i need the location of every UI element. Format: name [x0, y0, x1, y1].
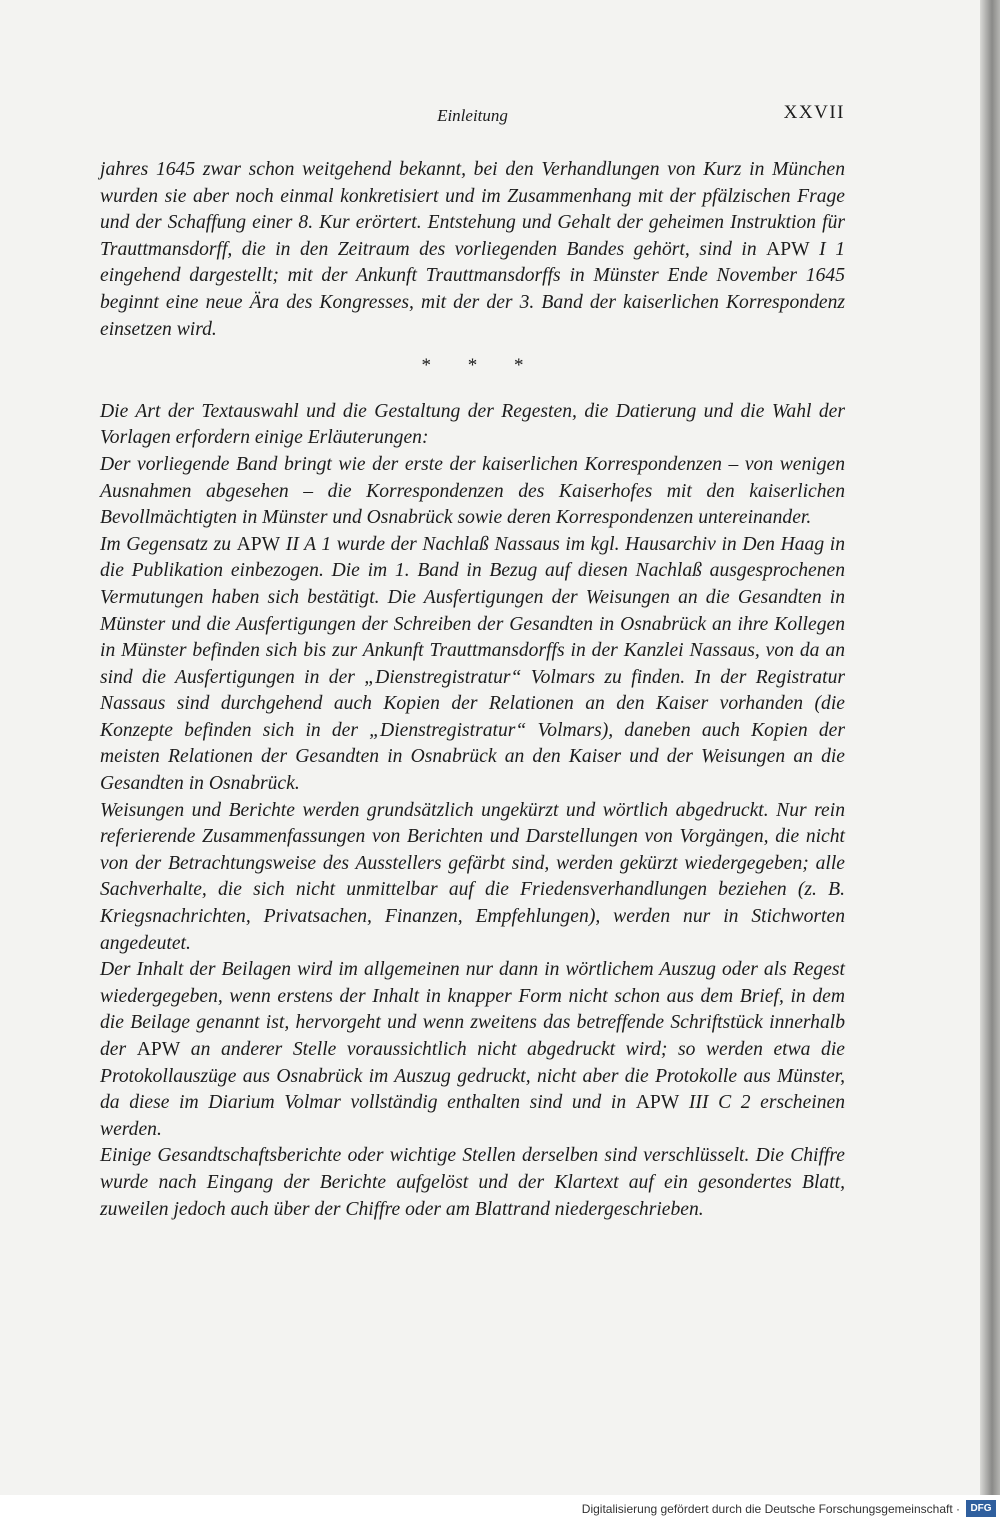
upright-abbrev: APW [136, 1039, 181, 1060]
section-separator: * * * [421, 355, 540, 377]
text-run: I 1 eingehend dargestellt; mit der Ankunft Trauttmansdorffs in Münster Ende November 1645 beginnt eine neue Ära des Kongresses, mit der der 3. Band der kaiserlichen Korrespondenz einsetzen wird. [100, 238, 845, 340]
text-run: jahres 1645 zwar schon weitgehend bekannt, bei den Verhandlungen von Kurz in München wurden sie aber noch einmal konkretisiert und im Zusammenhang mit der pfälzischen Frage und der Schaffung einer 8. Kur erörtert. Entstehung und Gehalt der geheimen Instruktion für Trauttmansdorff, die in den Zeitraum des vorliegenden Bandes gehört, sind in [100, 159, 845, 260]
page-edge [980, 0, 1000, 1495]
text-run: III C 2 erscheinen werden. [100, 1092, 846, 1140]
footer-bar [0, 1495, 1000, 1525]
paragraph-7 [100, 1143, 845, 1223]
page-number: XXVII [783, 102, 845, 123]
text-run: Im Gegensatz zu [100, 533, 237, 555]
text-run: II A 1 wurde der Nachlaß Nassaus im kgl. Hausarchiv in Den Haag in die Publikation einbezogen. Die im 1. Band in Bezug auf diesen Nachlaß ausgesprochenen Vermutungen haben sich bestätigt. Die Ausfertigungen der Weisungen an die Gesandten in Münster und die Ausfertigungen der Schreiben der Gesandten in Osnabrück an ihre Kollegen in Münster befinden sich bis zur Ankunft Trauttmansdorffs in der Kanzlei Nassaus, von da an sind die Ausfertigungen in der „Dienstregistratur“ Volmars zu finden. In der Registratur Nassaus sind durchgehend auch Kopien der Relationen an den Kaiser vorhanden (die Konzepte befinden sich in der „Dienstregistratur“ Volmars), daneben auch Kopien der meisten Relationen der Gesandten in Osnabrück an den Kaiser und der Weisungen an die Gesandten in Osnabrück. [100, 533, 845, 795]
footer-credit: Digitalisierung gefördert durch die Deutsche Forschungsgemeinschaft · [581, 1502, 960, 1516]
running-head-title: Einleitung [437, 106, 508, 125]
upright-abbrev: APW [766, 238, 810, 260]
paragraph-2 [100, 399, 845, 452]
paragraph-1 [100, 157, 845, 343]
dfg-logo: DFG [966, 1500, 996, 1517]
text-run: Die Art der Textauswahl und die Gestaltung der Regesten, die Datierung und die Wahl der Vorlagen erfordern einige Erläuterungen: [100, 400, 845, 449]
paragraph-4 [100, 532, 845, 798]
paragraph-6 [100, 957, 845, 1143]
upright-abbrev: APW [236, 533, 281, 555]
paragraph-3 [100, 452, 845, 532]
paragraph-5 [100, 798, 845, 958]
text-run: Weisungen und Berichte werden grundsätzlich ungekürzt und wörtlich abgedruckt. Nur rein referierende Zusammenfassungen von Berichten und Darstellungen von Vorgängen, die nicht von der Betrachtungsweise des Ausstellers gefärbt sind, werden gekürzt wiedergegeben; alle Sachverhalte, die sich nicht unmittelbar auf die Friedensverhandlungen beziehen (z. B. Kriegsnachrichten, Privatsachen, Finanzen, Empfehlungen), werden nur in Stichworten angedeutet. [100, 799, 845, 954]
text-run: Der vorliegende Band bringt wie der erste der kaiserlichen Korrespondenzen – von wenigen Ausnahmen abgesehen – die Korrespondenzen des Kaiserhofes mit den kaiserlichen Bevollmächtigten in Münster und Osnabrück sowie deren Korrespondenzen untereinander. [100, 453, 845, 529]
text-run: Der Inhalt der Beilagen wird im allgemeinen nur dann in wörtlichem Auszug oder als Regest wiedergegeben, wenn erstens der Inhalt in knapper Form nicht schon aus dem Brief, in dem die Beilage genannt ist, hervorgeht und wenn zweitens das betreffende Schriftstück innerhalb der [100, 959, 845, 1060]
text-run: an anderer Stelle voraussichtlich nicht abgedruckt wird; so werden etwa die Protokollauszüge aus Osnabrück im Auszug gedruckt, nicht aber die Protokolle aus Münster, da diese im Diarium Volmar vollständig enthalten sind und in [100, 1039, 845, 1114]
body-text [100, 157, 845, 1223]
text-run: Einige Gesandtschaftsberichte oder wichtige Stellen derselben sind verschlüsselt. Die Chiffre wurde nach Eingang der Berichte aufgelöst und der Klartext auf ein gesondertes Blatt, zuweilen jedoch auch über der Chiffre oder am Blattrand niedergeschrieben. [100, 1145, 845, 1220]
running-head [100, 102, 845, 130]
upright-abbrev: APW [635, 1092, 680, 1114]
